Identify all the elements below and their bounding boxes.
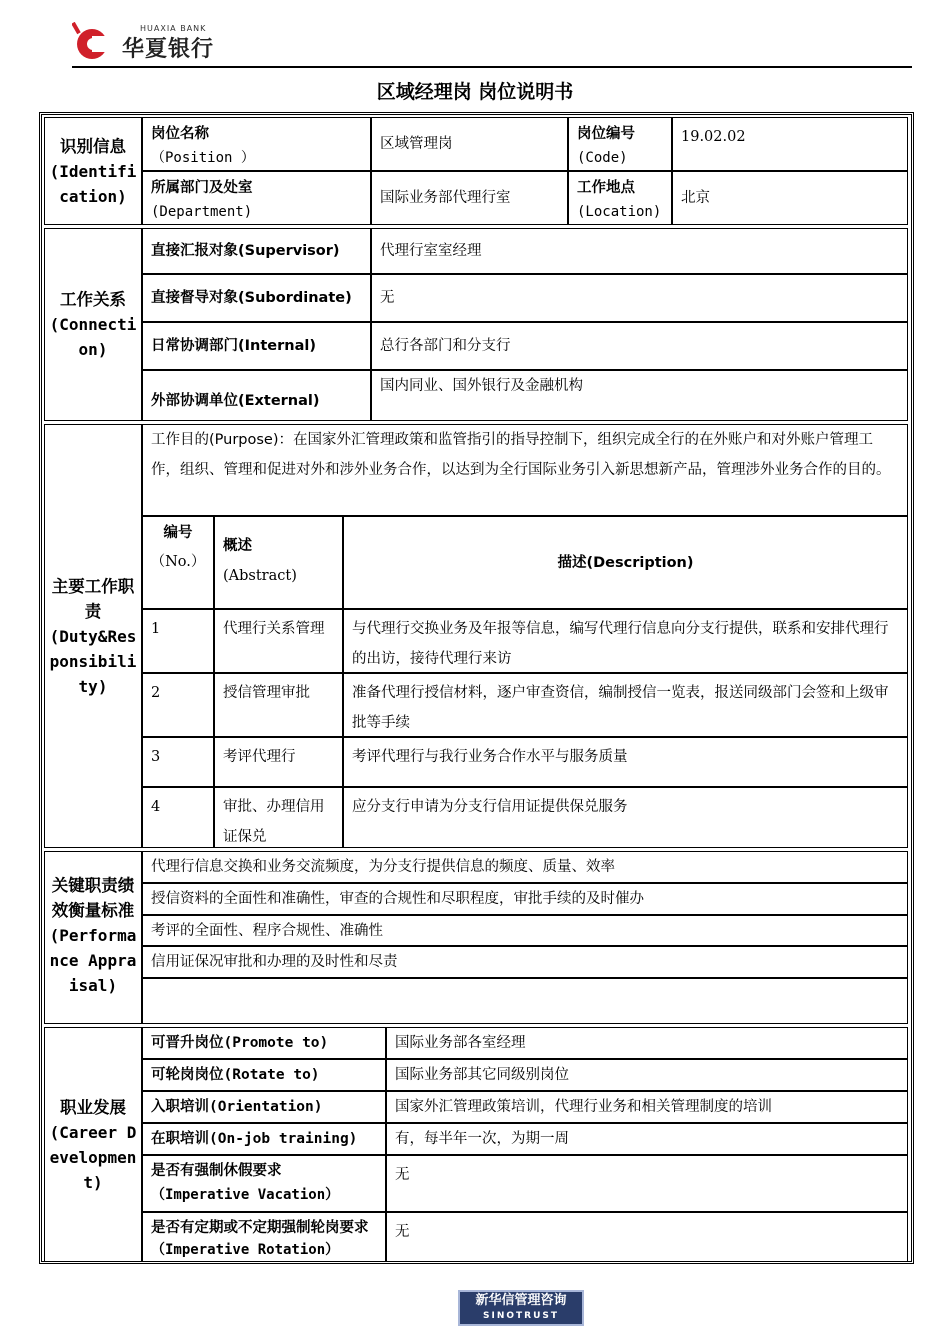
vacation-value: 无 — [386, 1155, 908, 1212]
performance-item: 代理行信息交换和业务交流频度，为分支行提供信息的频度、质量、效率 — [142, 851, 908, 883]
subordinate-label: 直接督导对象(Subordinate) — [142, 274, 371, 322]
orientation-value: 国家外汇管理政策培训，代理行业务和相关管理制度的培训 — [386, 1091, 908, 1123]
external-label: 外部协调单位(External) — [142, 370, 371, 421]
supervisor-label: 直接汇报对象(Supervisor) — [142, 228, 371, 274]
performance-item: 考评的全面性、程序合规性、准确性 — [142, 915, 908, 946]
vacation-label: 是否有强制休假要求 （Imperative Vacation） — [142, 1155, 386, 1212]
section-label-cn: 识别信息 — [60, 136, 126, 156]
col-abstract-header: 概述 (Abstract) — [214, 516, 343, 609]
col-description-header: 描述(Description) — [343, 516, 908, 609]
orientation-label: 入职培训 (Orientation) — [142, 1091, 386, 1123]
position-value: 区域管理岗 — [371, 117, 568, 171]
section-label-en: (Identification) — [49, 161, 137, 206]
location-label: 工作地点 (Location) — [568, 171, 672, 225]
code-label: 岗位编号 (Code) — [568, 117, 672, 171]
performance-item: 授信资料的全面性和准确性，审查的合规性和尽职程度，审批手续的及时催办 — [142, 883, 908, 915]
duty-description: 应分支行申请为分支行信用证提供保兑服务 — [343, 787, 908, 848]
internal-label: 日常协调部门(Internal) — [142, 322, 371, 370]
purpose-label: 工作目的(Purpose)： — [151, 432, 294, 448]
performance-item: 信用证保况审批和办理的及时性和尽责 — [142, 946, 908, 978]
location-value: 北京 — [672, 171, 908, 225]
rotate-value: 国际业务部其它同级别岗位 — [386, 1059, 908, 1091]
duty-no: 1 — [142, 609, 214, 673]
internal-value: 总行各部门和分支行 — [371, 322, 908, 370]
page-header — [0, 0, 950, 72]
col-no-header: 编号 （No.） — [142, 516, 214, 609]
section-career: 职业发展 (Career Development) — [44, 1027, 142, 1262]
position-label: 岗位名称 （Position ） — [142, 117, 371, 171]
document-title: 区域经理岗 岗位说明书 — [376, 81, 574, 103]
duty-description: 准备代理行授信材料，逐户审查资信，编制授信一览表，报送同级部门会签和上级审批等手续 — [343, 673, 908, 737]
bank-name-en: HUAXIA BANK — [140, 24, 207, 33]
code-value: 19.02.02 — [672, 117, 908, 171]
section-performance: 关键职责绩效衡量标准 (Performance Appraisal) — [44, 851, 142, 1024]
department-label: 所属部门及处室 (Department) — [142, 171, 371, 225]
section-connection: 工作关系 (Connection) — [44, 228, 142, 421]
duty-abstract: 授信管理审批 — [214, 673, 343, 737]
section-duty: 主要工作职责 (Duty&Responsibility) — [44, 424, 142, 848]
duty-abstract: 代理行关系管理 — [214, 609, 343, 673]
supervisor-value: 代理行室室经理 — [371, 228, 908, 274]
duty-description: 考评代理行与我行业务合作水平与服务质量 — [343, 737, 908, 787]
promote-value: 国际业务部各室经理 — [386, 1027, 908, 1059]
purpose-cell — [142, 424, 908, 516]
purpose-text: 在国家外汇管理政策和监管指引的指导控制下，组织完成全行的在外账户和对外账户管理工作，组织、管理和促进对外和涉外业务合作，以达到为全行国际业务引入新思想新产品，管理涉外业务合作的目的。 — [151, 432, 891, 478]
subordinate-value: 无 — [371, 274, 908, 322]
duty-abstract: 考评代理行 — [214, 737, 343, 787]
duty-no: 3 — [142, 737, 214, 787]
department-value: 国际业务部代理行室 — [371, 171, 568, 225]
section-identification — [44, 117, 142, 225]
sinotrust-logo: 新华信管理咨询 SINOTRUST — [458, 1290, 584, 1326]
imperative-rotation-label: 是否有定期或不定期强制轮岗要求 （Imperative Rotation） — [142, 1212, 386, 1262]
duty-no: 2 — [142, 673, 214, 737]
duty-description: 与代理行交换业务及年报等信息，编写代理行信息向分支行提供，联系和安排代理行的出访，接待代理行来访 — [343, 609, 908, 673]
performance-item — [142, 978, 908, 1024]
duty-no: 4 — [142, 787, 214, 848]
imperative-rotation-value: 无 — [386, 1212, 908, 1262]
onjob-training-value: 有，每半年一次，为期一周 — [386, 1123, 908, 1155]
bank-name-cn: 华夏银行 — [122, 37, 215, 62]
external-value: 国内同业、国外银行及金融机构 — [371, 370, 908, 421]
promote-label: 可晋升岗位 (Promote to) — [142, 1027, 386, 1059]
header-divider — [72, 66, 912, 68]
duty-abstract: 审批、办理信用证保兑 — [214, 787, 343, 848]
rotate-label: 可轮岗岗位 (Rotate to) — [142, 1059, 386, 1091]
onjob-training-label: 在职培训 (On-job training) — [142, 1123, 386, 1155]
